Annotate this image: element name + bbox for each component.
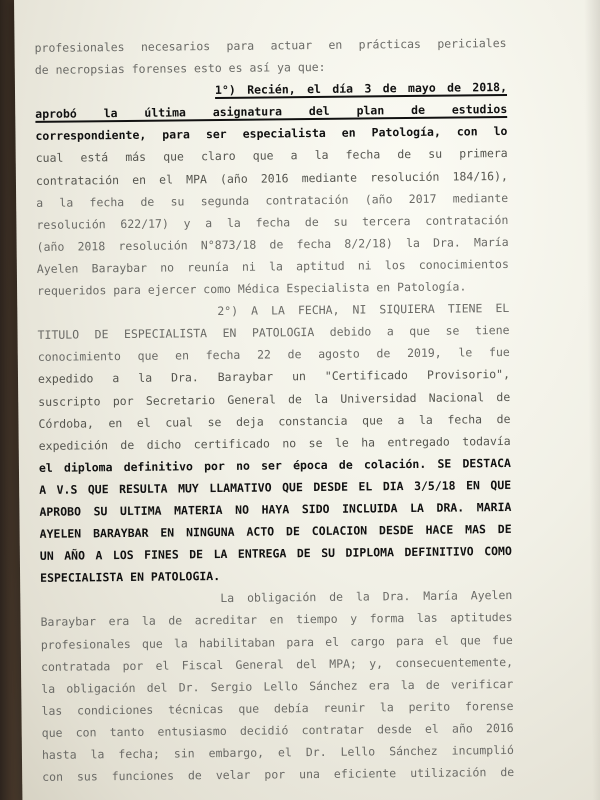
text-line: que con tanto entusiasmo decidió contratar desde el año 2016 xyxy=(41,720,514,740)
text-line: TITULO DE ESPECIALISTA EN PATOLOGIA debido a que se tiene xyxy=(37,323,510,343)
text-line: UN AÑO A LOS FINES DE LA ENTREGA DE SU DIPLOMA DEFINITIVO COMO xyxy=(39,544,512,564)
text-line: AYELEN BARAYBAR EN NINGUNA ACTO DE COLACION DESDE HACE MAS DE xyxy=(39,522,512,541)
text-line: 1°) Recién, el día 3 de mayo de 2018, xyxy=(214,80,508,98)
text-line: ESPECIALISTA EN PATOLOGIA. xyxy=(40,569,221,586)
text-line: correspondiente, para ser especialista en Patología, con lo xyxy=(35,124,508,144)
text-line: contratación en el MPA (año 2016 mediante resolución 184/16), xyxy=(35,168,508,188)
text-line: aprobó la última asignatura del plan de estudios xyxy=(35,102,508,122)
text-line: profesionales necesarios para actuar en prácticas periciales xyxy=(34,35,507,55)
text-line: contratada por el Fiscal General del MPA; y, consecuentemente, xyxy=(40,654,514,674)
text-line: requeridos para ejercer como Médica Especialista en Patología. xyxy=(37,279,467,298)
text-line: profesionales que la habilitaban para el cargo para el que fue xyxy=(40,632,513,652)
text-line: suscripto por Secretario General de la Universidad Nacional de xyxy=(38,389,511,409)
text-line: Baraybar era la de acreditar en tiempo y forma las aptitudes xyxy=(40,610,513,630)
text-line: cual está más que claro que a la fecha de su primera xyxy=(35,146,508,166)
text-line: la obligación del Dr. Sergio Lello Sánchez era la de verificar xyxy=(41,676,514,696)
text-line: el diploma definitivo por no ser época de colación. SE DESTACA xyxy=(38,455,511,475)
document-body xyxy=(34,32,514,788)
page-shadow xyxy=(584,0,600,800)
text-line: resolución 622/17) y a la fecha de su tercera contratación xyxy=(36,212,509,232)
text-line: expedido a la Dra. Baraybar un "Certificado Provisorio", xyxy=(37,367,511,387)
text-line: las condiciones técnicas que debía reunir la perito forense xyxy=(41,698,514,718)
text-line: La obligación de la Dra. María Ayelen xyxy=(220,588,513,606)
text-line: expedición de dicho certificado no se le ha entregado todavía xyxy=(38,433,511,453)
text-line: con sus funciones de velar por una eficiente utilización de xyxy=(42,765,515,784)
document-page xyxy=(14,0,600,800)
text-line: A V.S QUE RESULTA MUY LLAMATIVO QUE DESDE EL DIA 3/5/18 EN QUE xyxy=(39,477,512,497)
text-line: conocimiento que en fecha 22 de agosto de 2019, le fue xyxy=(37,345,510,365)
text-line: a la fecha de su segunda contratación (año 2017 mediante xyxy=(36,190,509,210)
text-line: APROBO SU ULTIMA MATERIA NO HAYA SIDO INCLUIDA LA DRA. MARIA xyxy=(39,499,512,519)
text-line: Ayelen Baraybar no reunía ni la aptitud ni los conocimientos xyxy=(36,256,509,276)
text-line: hasta la fecha; sin embargo, el Dr. Lello Sánchez incumplió xyxy=(41,742,515,762)
text-line: (año 2018 resolución N°873/18 de fecha 8/2/18) la Dra. María xyxy=(36,234,509,254)
text-line: de necropsias forenses esto es así ya que: xyxy=(34,59,326,78)
text-line: 2°) A LA FECHA, NI SIQUIERA TIENE EL xyxy=(217,301,510,319)
text-line: Córdoba, en el cual se deja constancia que a la fecha de xyxy=(38,411,511,431)
